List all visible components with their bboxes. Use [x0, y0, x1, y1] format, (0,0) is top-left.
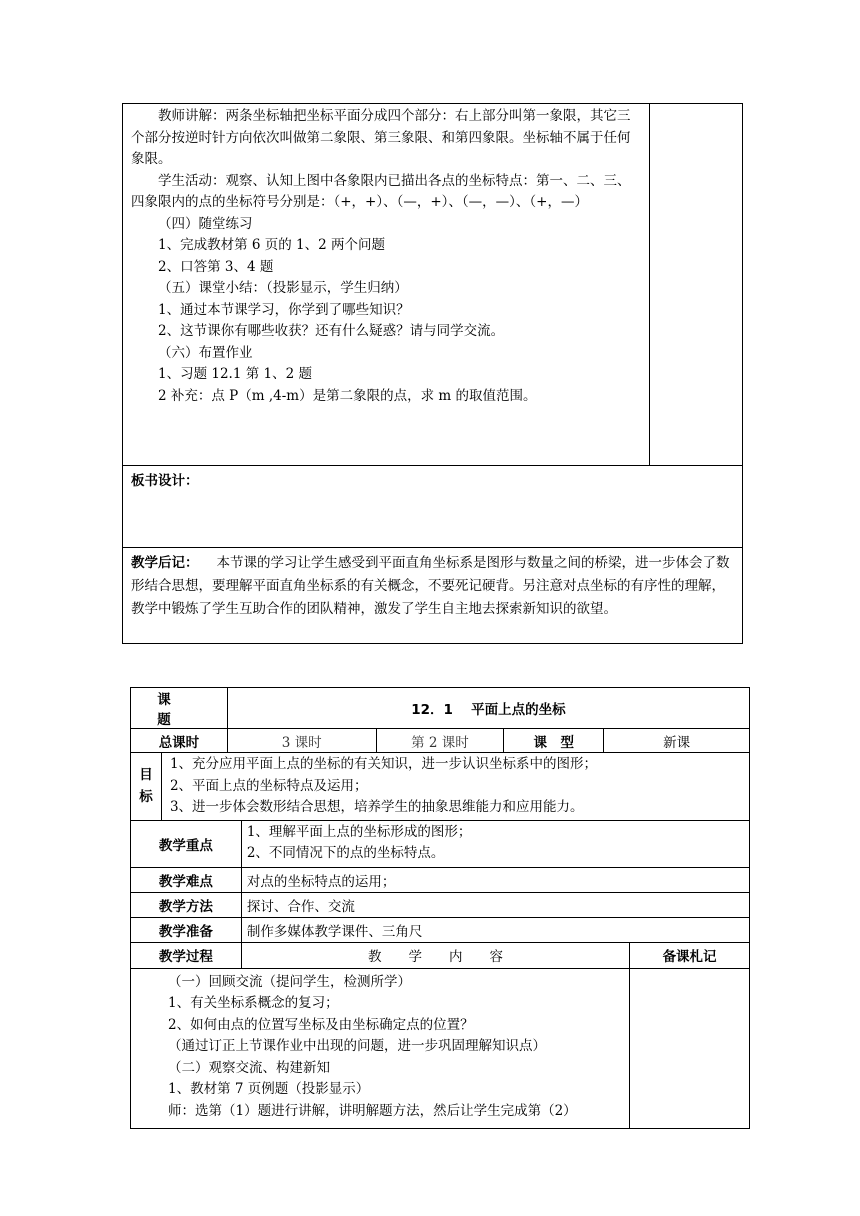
goals-label-cell: [131, 753, 162, 821]
section-practice: （四）随堂练习: [158, 215, 253, 232]
process-body-cell: [131, 968, 630, 1128]
total-hours-label: 总课时: [158, 734, 200, 751]
process-line-2: 1、有关坐标系概念的复习；: [168, 995, 339, 1011]
total-hours-label-cell: [131, 729, 228, 753]
process-content-cell: [123, 104, 650, 466]
prep-label-cell: [131, 917, 242, 942]
difficulty-label: 教学难点: [158, 873, 213, 890]
session-value-cell: [376, 729, 504, 753]
process-line-4: （通过订正上节课作业中出现的问题，进一步巩固理解知识点）: [168, 1038, 546, 1054]
practice-item-2: 2、口答第 3、4 题: [158, 258, 274, 275]
type-value: 新课: [663, 734, 691, 751]
key-points-label: 教学重点: [158, 837, 213, 854]
student-activity: 学生活动：观察、认知上图中各象限内已描出各点的坐标特点：第一、二、三、四象限内的点的坐标符号分别是：（+，+）、（—，+）、（—，—）、（+，—）: [131, 172, 631, 210]
reflection-cell: [123, 548, 743, 644]
process-line-7: 师：选第（1）题进行讲解，讲明解题方法，然后让学生完成第（2）: [168, 1102, 577, 1119]
topic-label-cell: [131, 688, 228, 729]
process-line-6: 1、教材第 7 页例题（投影显示）: [168, 1081, 370, 1097]
method-value: 探讨、合作、交流: [246, 898, 355, 915]
type-value-cell: [604, 729, 750, 753]
prep-cell: [241, 917, 749, 942]
goal-item-2: 2、平面上点的坐标特点及运用；: [169, 777, 368, 794]
key-points-label-cell: [131, 820, 242, 867]
summary-item-2: 2、这节课你有哪些收获？还有什么疑惑？请与同学交流。: [158, 323, 505, 339]
difficulty-cell: [241, 867, 749, 892]
process-notes-cell: [630, 968, 750, 1128]
summary-item-1: 1、通过本节课学习，你学到了哪些知识？: [158, 301, 410, 318]
notes-label: 备课札记: [662, 949, 717, 965]
reflection-label: 教学后记：: [131, 555, 199, 571]
content-label: 教 学 内 容: [367, 949, 503, 965]
section-summary: （五）课堂小结：（投影显示，学生归纳）: [158, 280, 408, 296]
teacher-explanation: 教师讲解：两条坐标轴把坐标平面分成四个部分：右上部分叫第一象限，其它三个部分按逆时针方向依次叫做第二象限、第三象限、和第四象限。坐标轴不属于任何象限。: [131, 108, 631, 167]
notes-cell: [650, 104, 743, 466]
notes-label-cell: [630, 942, 750, 968]
homework-item-1: 1、习题 12.1 第 1、2 题: [158, 366, 312, 382]
board-design-label: 板书设计：: [131, 473, 199, 489]
method-label-cell: [131, 892, 242, 917]
method-cell: [241, 892, 749, 917]
goals-label-2: 标: [139, 789, 153, 806]
process-label-cell: [131, 942, 242, 968]
section-homework: （六）布置作业: [158, 344, 253, 361]
type-label-cell: [504, 729, 604, 753]
total-hours-value-cell: [227, 729, 376, 753]
difficulty-value: 对点的坐标特点的运用；: [246, 873, 396, 890]
goal-item-3: 3、进一步体会数形结合思想，培养学生的抽象思维能力和应用能力。: [169, 799, 584, 815]
goals-label-1: 目: [139, 767, 153, 784]
topic-label: 课 题: [157, 692, 201, 728]
difficulty-label-cell: [131, 867, 242, 892]
lesson-plan-table: [130, 687, 750, 1129]
topic-value-cell: [227, 688, 749, 729]
key-point-2: 2、不同情况下的点的坐标特点。: [246, 845, 445, 861]
board-design-cell: [123, 466, 743, 548]
key-points-cell: [241, 820, 749, 867]
key-point-1: 1、理解平面上点的坐标形成的图形；: [246, 823, 472, 840]
session-value: 第 2 课时: [411, 734, 469, 751]
lesson-continuation-table: [122, 103, 743, 644]
topic-value: 12．1 平面上点的坐标: [411, 702, 566, 718]
homework-item-2: 2 补充：点 P（m ,4-m）是第二象限的点，求 m 的取值范围。: [158, 387, 537, 404]
prep-label: 教学准备: [158, 923, 213, 940]
process-label: 教学过程: [158, 949, 213, 965]
process-line-1: （一）回顾交流（提问学生，检测所学）: [168, 973, 411, 990]
content-label-cell: [241, 942, 629, 968]
goal-item-1: 1、充分应用平面上点的坐标的有关知识，进一步认识坐标系中的图形；: [169, 756, 598, 772]
reflection-text: 本节课的学习让学生感受到平面直角坐标系是图形与数量之间的桥梁，进一步体会了数形结合思想，要理解平面直角坐标系的有关概念，不要死记硬背。另注意对点坐标的有序性的理解，教学中锻炼了学生互助合作的团队精神，激发了学生自主地去探索新知识的欲望。: [131, 555, 730, 617]
method-label: 教学方法: [158, 898, 213, 915]
prep-value: 制作多媒体教学课件、三角尺: [246, 923, 423, 940]
total-hours-value: 3 课时: [281, 734, 322, 751]
process-line-3: 2、如何由点的位置写坐标及由坐标确定点的位置？: [168, 1016, 474, 1033]
type-label: 课 型: [533, 734, 575, 751]
goals-cell: [161, 753, 749, 821]
practice-item-1: 1、完成教材第 6 页的 1、2 两个问题: [158, 237, 386, 253]
process-line-5: （二）观察交流、构建新知: [168, 1059, 330, 1076]
